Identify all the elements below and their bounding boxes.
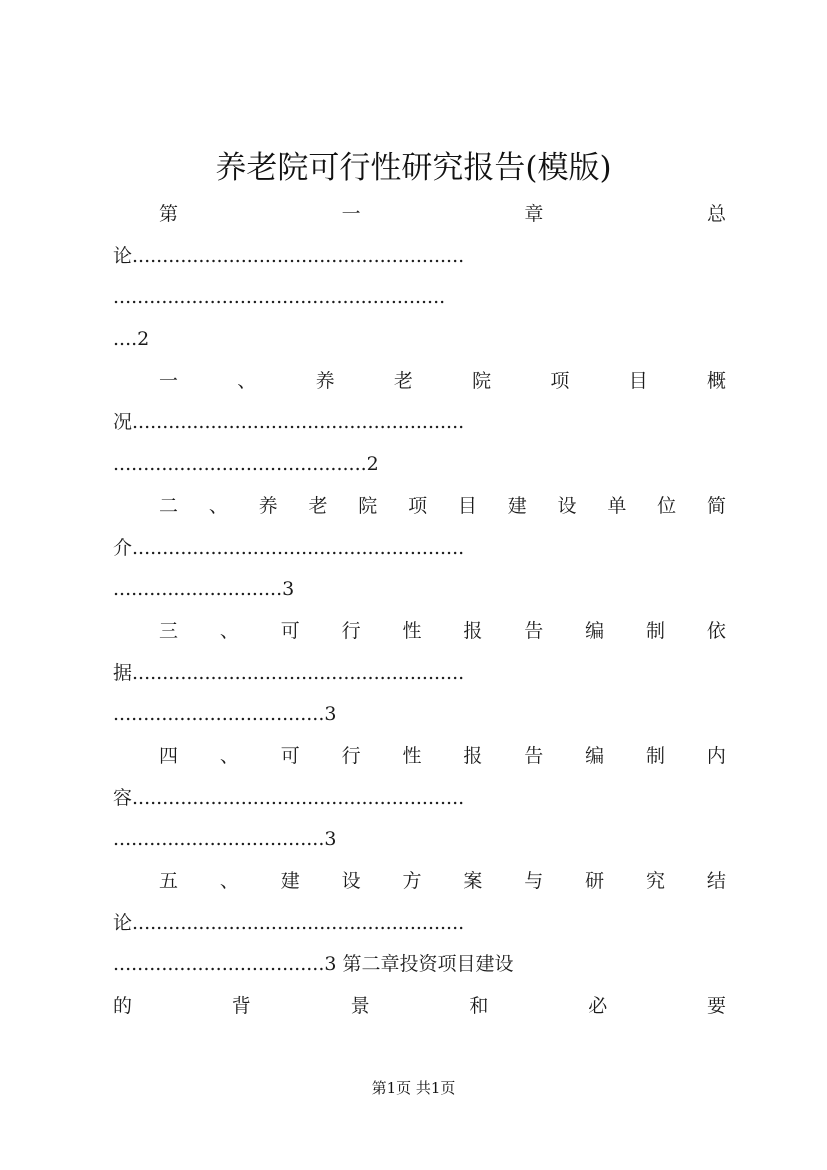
toc-char: 可: [280, 744, 300, 767]
toc-chapter1-leader: .......................................................: [113, 286, 446, 309]
toc-char: 简: [706, 494, 726, 517]
toc-char: 、: [219, 619, 239, 642]
toc-char: 一: [341, 203, 361, 225]
toc-item2-heading: [113, 486, 726, 528]
toc-char: 位: [657, 494, 677, 517]
toc-char: 背: [231, 995, 251, 1018]
toc-item2-page: ............................3: [113, 578, 295, 601]
toc-char: 、: [208, 494, 228, 517]
toc-char: 老: [308, 494, 328, 517]
toc-char: 依: [706, 619, 726, 642]
toc-char: 告: [524, 744, 544, 767]
toc-char: 研: [585, 870, 605, 892]
toc-char: 设: [341, 870, 361, 892]
toc-char: 老: [393, 369, 413, 392]
toc-char: 项: [550, 369, 570, 392]
toc-char: 和: [469, 995, 489, 1018]
toc-char: 编: [585, 619, 605, 642]
toc-char: 设: [557, 494, 577, 517]
toc-char: 性: [402, 744, 422, 767]
table-of-contents: [113, 194, 726, 1028]
toc-char: 、: [237, 369, 257, 392]
toc-char: 院: [358, 494, 378, 517]
toc-char: 的: [113, 995, 133, 1018]
toc-char: 内: [706, 744, 726, 767]
toc-char: 目: [628, 369, 648, 392]
toc-char: 结: [706, 870, 726, 892]
toc-char: 方: [402, 870, 422, 892]
toc-char: 项: [408, 494, 428, 517]
toc-item1-leader: 况.......................................................: [113, 411, 465, 434]
toc-char: 建: [507, 494, 527, 517]
toc-char: 单: [607, 494, 627, 517]
toc-char: 要: [706, 995, 726, 1018]
toc-item5-leader: 论.......................................................: [113, 911, 465, 934]
toc-item3-page: ...................................3: [113, 703, 337, 726]
toc-char: 三: [159, 619, 179, 642]
toc-char: 建: [280, 870, 300, 892]
toc-char: 编: [585, 744, 605, 767]
toc-item4-leader: 容.......................................................: [113, 786, 465, 809]
toc-char: 性: [402, 619, 422, 642]
toc-item2-leader: 介.......................................................: [113, 536, 465, 559]
toc-char: 目: [457, 494, 477, 517]
toc-char: 、: [219, 870, 239, 892]
toc-char: 一: [159, 369, 179, 392]
toc-item1-page: ..........................................2: [113, 453, 379, 476]
toc-item3-leader: 据.......................................................: [113, 661, 465, 684]
toc-item1-heading: [113, 361, 726, 403]
toc-chapter1-heading: [113, 194, 726, 236]
toc-item5-page-and-chapter2: ...................................3 第二章投资项目建设: [113, 953, 514, 976]
page-footer: 第1页 共1页: [371, 1079, 456, 1097]
toc-char: 院: [472, 369, 492, 392]
toc-char: 必: [588, 995, 608, 1018]
toc-char: 二: [159, 494, 179, 517]
toc-char: 养: [258, 494, 278, 517]
toc-item5-heading: [113, 861, 726, 903]
toc-char: 告: [524, 619, 544, 642]
toc-item3-heading: [113, 611, 726, 653]
toc-char: 概: [706, 369, 726, 392]
toc-char: 四: [159, 744, 179, 767]
toc-char: 与: [524, 870, 544, 892]
toc-char: 报: [463, 619, 483, 642]
toc-chapter1-page: ....2: [113, 328, 150, 351]
toc-char: 制: [646, 744, 666, 767]
toc-char: 、: [219, 744, 239, 767]
toc-char: 报: [463, 744, 483, 767]
toc-chapter2-heading: [113, 986, 726, 1028]
document-title: 养老院可行性研究报告(模版): [215, 150, 612, 186]
toc-char: 制: [646, 619, 666, 642]
toc-char: 总: [706, 203, 726, 225]
toc-char: 行: [341, 744, 361, 767]
toc-item4-heading: [113, 736, 726, 778]
toc-char: 案: [463, 870, 483, 892]
toc-char: 行: [341, 619, 361, 642]
toc-char: 章: [524, 203, 544, 225]
toc-char: 景: [350, 995, 370, 1018]
toc-chapter1-leader: 论.......................................................: [113, 244, 465, 267]
toc-item4-page: ...................................3: [113, 828, 337, 851]
toc-char: 究: [646, 870, 666, 892]
toc-char: 养: [315, 369, 335, 392]
toc-char: 五: [159, 870, 179, 892]
toc-char: 第: [159, 203, 179, 225]
toc-char: 可: [280, 619, 300, 642]
